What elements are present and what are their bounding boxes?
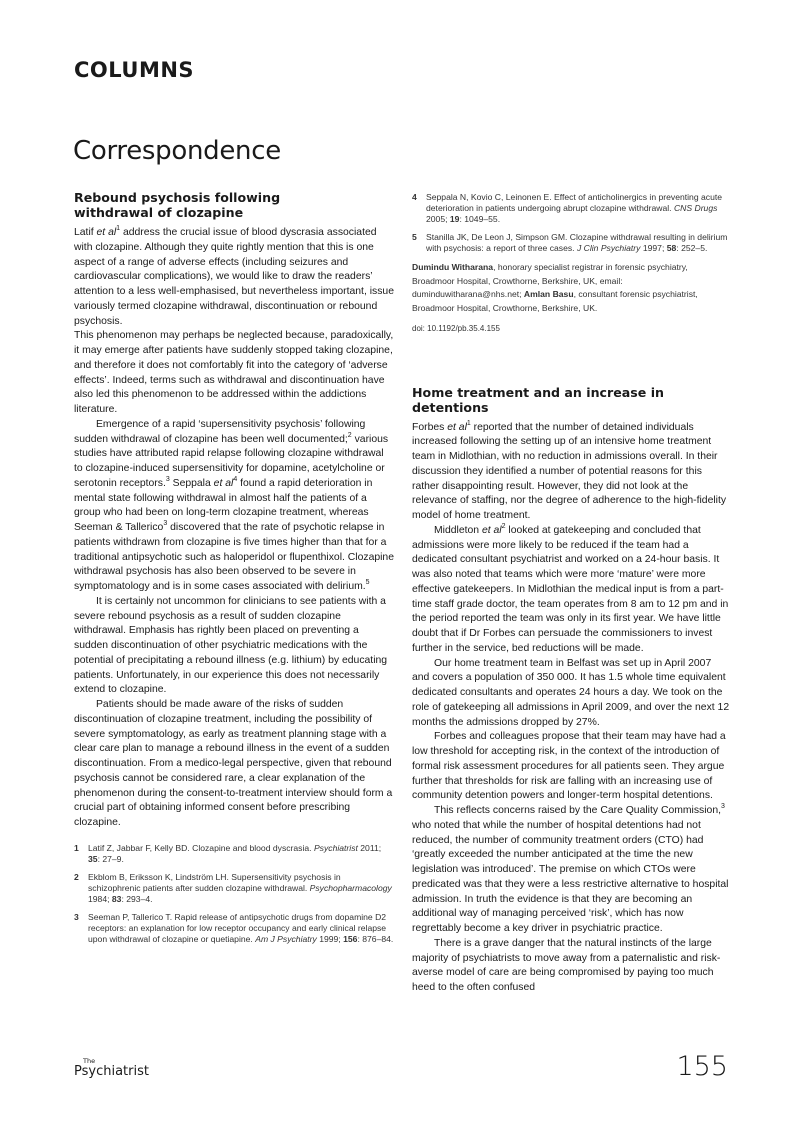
reference-text: Stanilla JK, De Leon J, Simpson GM. Clozapine withdrawal resulting in delirium with psychosis: a report of three cases. J Clin Psychiatry 1997; 58: 252–5. [426,232,728,253]
reference-list [74,843,394,945]
logo-text: Psychiatrist [74,1064,149,1079]
citation: 1 [116,225,121,232]
journal-logo [74,1058,149,1079]
text: address the crucial issue of blood dyscrasia associated with clozapine. Although they quite rightly mention that this is one aspect of a range of adverse effects (including seizures and cardiovascular complications), we would like to draw the readers’ attention to a less well-emphasised, but nevertheless important, issue variously termed clozapine withdrawal, discontinuation or rebound psychosis. [74,227,394,327]
reference-item [74,843,394,865]
citation: 1 [466,419,471,427]
paragraph: There is a grave danger that the natural instincts of the large majority of psychiatrists to move away from a paternalistic and risk-averse model of care are being compromised by paying too much heed to the often confused [412,937,721,994]
paragraph: It is certainly not uncommon for clinicians to see patients with a severe rebound psychosis as a result of sudden clozapine withdrawal. Emphasis has rightly been placed on preventing a sudden discontinuation of other psychiatric medications with the potential of precipitating a rebound illness (e.g. lithium) by educating patients. Unfortunately, in our experience this does not necessarily extend to clozapine. [74,595,388,696]
text: discovered that the rate of psychotic relapse in patients withdrawn from clozapine is five times higher than that for a traditional antipsychotic such as haloperidol or flupenthixol. Clozapine withdrawal psychosis has also been observed to be severe in symptomatology and is in some cases associated with delirium. [74,522,394,592]
letter-heading: Home treatment and an increase in detentions [412,384,664,415]
citation: 2 [347,431,352,439]
author-name: Amlan Basu [523,289,574,300]
paragraph: Forbes and colleagues propose that their team may have had a low threshold for accepting risk, in the context of the introduction of formal risk assessment procedures for all patients seen. They argue further that thresholds for risk are falling with an increasing use of community detention powers and longer-term hospital detentions. [412,731,726,802]
section-label: COLUMNS [74,58,195,82]
reference-number: 2 [74,871,79,882]
reference-item [74,872,394,905]
letter-rebound-psychosis [74,190,394,952]
text: et al [96,227,117,238]
citation: 3 [165,475,170,483]
paragraph: Our home treatment team in Belfast was set up in April 2007 and covers a population of 350 000. It has 1.5 whole time equivalent dedicated consultants and operates 24 hours a day. We took on the role of gatekeeping all admissions in April 2009, and over the next 12 months the admissions dropped by 27%. [412,657,730,728]
paragraph [74,226,394,329]
page-number: 155 [676,1051,728,1082]
author-affiliation: , honorary specialist registrar in forensic psychiatry, Broadmoor Hospital, Crowthorne, Berkshire, UK, email: duminduwitharana@nhs.net; [412,262,688,300]
paragraph: Forbes et $al^1$ reported that the number of detained individuals increased following the setting up of an intensive home treatment team in Midlothian, with no reduction in admissions overall. In their discussion they identified a number of potential reasons for this rather disappointing result. However, they did not look at the relevance of staffing, nor the degree of adherence to the high-fidelity model of home treatment. [412,419,727,522]
right-column [412,190,730,996]
text: et al [213,477,234,489]
paragraph: Middleton et $al^2$ looked at gatekeeping and concluded that admissions were more likely to be reduced if the team had a dedicated consultant psychiatrist and worked on a 24-hour basis. It was also noted that teams which were more ‘mature’ were more effective gatekeepers. In Midlothian the medical input is from a part-time staff grade doctor, the team operates from 8 am to 12 pm and in the period reported the team was only in its first year. We have little doubt that if Dr Forbes can persuade the commissioners to invest further in the service, bed reductions will be made. [412,522,729,654]
reference-text: Seppala N, Kovio C, Leinonen E. Effect of anticholinergics in preventing acute deterioration in patients undergoing abrupt clozapine withdrawal. CNS Drugs 2005; 19: 1049–55. [426,192,723,224]
citation: 4 [233,475,238,483]
reference-item [412,192,730,225]
reference-item [74,912,394,945]
author-affiliations [412,261,730,316]
page-title: Correspondence [73,136,281,166]
citation: 5 [365,579,370,586]
citation: 2 [501,522,506,530]
reference-number: 5 [412,232,417,242]
text: Seppala [169,477,214,489]
reference-list-continued [412,192,730,254]
text: found a rapid deterioration in mental state following withdrawal in almost half the patients of a group who had been on long-term clozapine treatment, whereas Seeman & Tallerico [74,477,373,533]
author-name: Dumindu Witharana [412,262,494,272]
reference-number: 4 [412,192,417,202]
text: various studies have attributed rapid relapse following clozapine withdrawal to clozapine-induced supersensitivity for dopamine, acetylcholine or serotonin receptors. [74,433,389,489]
author-affiliation: , consultant forensic psychiatrist, Broadmoor Hospital, Crowthorne, Berkshire, UK. [412,289,698,314]
logo-text: The [83,1057,96,1065]
reference-text: Seeman P, Tallerico T. Rapid release of antipsychotic drugs from dopamine D2 receptors: an explanation for low receptor occupancy and early clinical relapse upon withdrawal of clozapine or quetiapine. Am J Psychiatry 1999; 156: 876–84. [88,911,394,944]
paragraph: This reflects concerns raised by the Care Quality Commission,$^3$ who noted that while the number of hospital detentions had not reduced, the number of community treatment orders (CTO) had ‘greatly exceeded the number anticipated at the time the new legislation was introduced’. The premise on which CTOs were predicated was that they were a less restrictive alternative to hospital admission. In truth the evidence is that they are becoming an additional way of managing perceived ‘risk’, which has now regrettably become a key driver in psychiatric practice. [412,803,729,935]
text: Emergence of a rapid ‘supersensitivity psychosis’ following sudden withdrawal of clozapine has been well documented; [74,418,366,445]
reference-text: Ekblom B, Eriksson K, Lindström LH. Supersensitivity psychosis in schizophrenic patients after sudden clozapine withdrawal. Psychopharmacology 1984; 83: 293–4. [88,871,392,904]
citation: 3 [163,520,168,527]
reference-number: 3 [74,911,79,922]
paragraph: This phenomenon may perhaps be neglected because, paradoxically, it may emerge after patients have suddenly stopped taking clozapine, and therefore it does not comfortably fit into the category of ‘adverse effects’. Indeed, terms such as withdrawal and discontinuation have also led this phenomenon to be addressed within the addictions literature. [74,330,394,415]
text: Latif [74,227,97,238]
reference-number: 1 [74,842,79,853]
paragraph [74,418,394,595]
letter-heading: Rebound psychosis following withdrawal of clozapine [74,190,281,220]
doi-link[interactable]: doi: 10.1192/pb.35.4.155 [412,323,500,333]
reference-text: Latif Z, Jabbar F, Kelly BD. Clozapine and blood dyscrasia. Psychiatrist 2011; 35: 27–9. [88,842,382,864]
paragraph: Patients should be made aware of the risks of sudden discontinuation of clozapine treatment, including the possibility of severe symptomatology, as early as treatment planning stage with a clear care plan to manage a rebound illness in the event of a sudden discontinuation. From a medico-legal perspective, given that rebound psychosis cannot be considered rare, a clear explanation of the phenomenon during the consent-to-treatment interview should form a crucial part of obtaining informed consent before prescribing clozapine. [74,699,393,828]
citation: 3 [721,803,725,811]
reference-item [412,232,730,254]
